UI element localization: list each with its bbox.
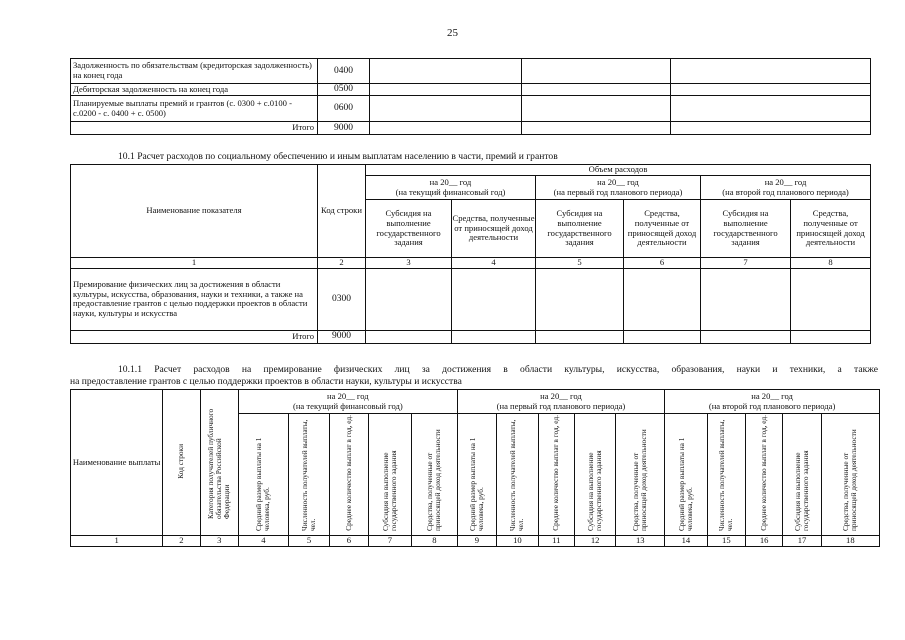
header-recipients: Численность получателей выплаты, чел. [707,414,745,536]
table-cell [366,268,452,330]
table-cell [370,96,522,122]
header-income: Средства, полученные от приносящей доход деятельности [452,200,536,258]
header-payments-count: Среднее количество выплат в год, ед. [538,414,574,536]
row-name: Планируемые выплаты премий и грантов (с. 0300 + с.0100 - с.0200 - с. 0400 + с. 0500) [71,96,318,122]
table-cell [370,84,522,96]
total-row [71,330,871,343]
column-number: 13 [616,536,665,547]
table-cell [701,330,791,343]
table-cell [671,96,871,122]
table-row [71,59,871,84]
table-cell [522,96,671,122]
header-subsidy: Субсидия на выполнение государственного задания [574,414,615,536]
header-name: Наименование показателя [71,165,318,258]
row-name: Задолженность по обязательствам (кредиторская задолженность) на конец года [71,59,318,84]
table-row [71,84,871,96]
header-subsidy: Субсидия на выполнение государственного задания [536,200,624,258]
header-subsidy: Субсидия на выполнение государственного задания [366,200,452,258]
column-number: 10 [497,536,538,547]
table-cell [522,84,671,96]
header-payments-count: Среднее количество выплат в год, ед. [330,414,368,536]
page-number: 25 [447,27,458,39]
table-cell [624,330,701,343]
header-income: Средства, полученные от приносящей доход деятельности [791,200,871,258]
column-number: 17 [783,536,821,547]
header-category: Категория получателей публичного обязательства Российской Федерации [200,390,238,536]
column-number: 7 [368,536,412,547]
column-number-row [71,536,880,547]
header-code: Код строки [163,390,200,536]
column-number: 8 [412,536,458,547]
header-payments-count: Среднее количество выплат в год, ед. [746,414,783,536]
period-header: на 20__ год (на текущий финансовый год) [366,176,536,200]
table-cell [370,59,522,84]
expenses-table [70,164,871,344]
table-cell [366,330,452,343]
table-cell [791,268,871,330]
header-avg-payment: Средний размер выплаты на 1 человека, руб. [457,414,496,536]
column-number: 4 [452,258,536,269]
period-header: на 20__ год (на второй год планового периода) [665,390,880,414]
column-number: 9 [457,536,496,547]
section-title-line-1: 10.1.1 Расчет расходов на премирование физических лиц за достижения в области культуры, искусства, образования, науки и техники, а также [118,364,878,375]
column-number: 8 [791,258,871,269]
row-code: 0400 [318,59,370,84]
table-cell [452,268,536,330]
column-number: 6 [624,258,701,269]
header-avg-payment: Средний размер выплаты на 1 человека, руб. [665,414,708,536]
column-number: 2 [163,536,200,547]
table-cell [791,330,871,343]
total-row [71,122,871,135]
column-number: 4 [238,536,288,547]
period-header: на 20__ год (на текущий финансовый год) [238,390,457,414]
table-cell [536,330,624,343]
header-income: Средства, полученные от приносящей доход деятельности [821,414,879,536]
table-cell [624,268,701,330]
column-number: 7 [701,258,791,269]
column-number: 6 [330,536,368,547]
total-code: 9000 [318,122,370,135]
column-number: 3 [200,536,238,547]
column-number: 5 [536,258,624,269]
table-row [71,96,871,122]
header-volume: Объем расходов [366,165,871,176]
total-code: 9000 [318,330,366,343]
header-recipients: Численность получателей выплаты, чел. [288,414,329,536]
table-cell [370,122,522,135]
table-row [71,268,871,330]
period-header: на 20__ год (на второй год планового периода) [701,176,871,200]
column-number: 15 [707,536,745,547]
column-number: 3 [366,258,452,269]
column-number: 1 [71,258,318,269]
header-subsidy: Субсидия на выполнение государственного задания [701,200,791,258]
row-name: Премирование физических лиц за достижения в области культуры, искусства, образования, науки и техники, а также на предоставление грантов с целью поддержки проектов в области науки, культуры и искусства [71,268,318,330]
table-cell [452,330,536,343]
column-number: 12 [574,536,615,547]
table-cell [522,59,671,84]
column-number: 14 [665,536,708,547]
table-cell [671,84,871,96]
section-title-line-2: на предоставление грантов с целью поддержки проектов в области науки, культуры и искусства [70,376,462,387]
column-number-row [71,258,871,269]
premium-table [70,389,880,547]
header-income: Средства, полученные от приносящей доход деятельности [616,414,665,536]
row-code: 0300 [318,268,366,330]
table-cell [671,122,871,135]
table-cell [522,122,671,135]
row-code: 0600 [318,96,370,122]
header-payment-name: Наименование выплаты [71,390,163,536]
header-recipients: Численность получателей выплаты, чел. [497,414,538,536]
header-code: Код строки [318,165,366,258]
total-label: Итого [71,330,318,343]
table-cell [701,268,791,330]
total-label: Итого [71,122,318,135]
header-income: Средства, полученные от приносящей доход деятельности [624,200,701,258]
top-table [70,58,871,135]
header-income: Средства, полученные от приносящей доход деятельности [412,414,458,536]
column-number: 11 [538,536,574,547]
column-number: 5 [288,536,329,547]
column-number: 2 [318,258,366,269]
column-number: 18 [821,536,879,547]
table-cell [536,268,624,330]
period-header: на 20__ год (на первый год планового периода) [457,390,664,414]
table-cell [671,59,871,84]
column-number: 16 [746,536,783,547]
section-title: 10.1 Расчет расходов по социальному обеспечению и иным выплатам населению в части, премий и грантов [118,151,558,162]
period-header: на 20__ год (на первый год планового периода) [536,176,701,200]
row-code: 0500 [318,84,370,96]
row-name: Дебиторская задолженность на конец года [71,84,318,96]
header-subsidy: Субсидия на выполнение государственного задания [368,414,412,536]
header-subsidy: Субсидия на выполнение государственного задания [783,414,821,536]
header-avg-payment: Средний размер выплаты на 1 человека, руб. [238,414,288,536]
column-number: 1 [71,536,163,547]
